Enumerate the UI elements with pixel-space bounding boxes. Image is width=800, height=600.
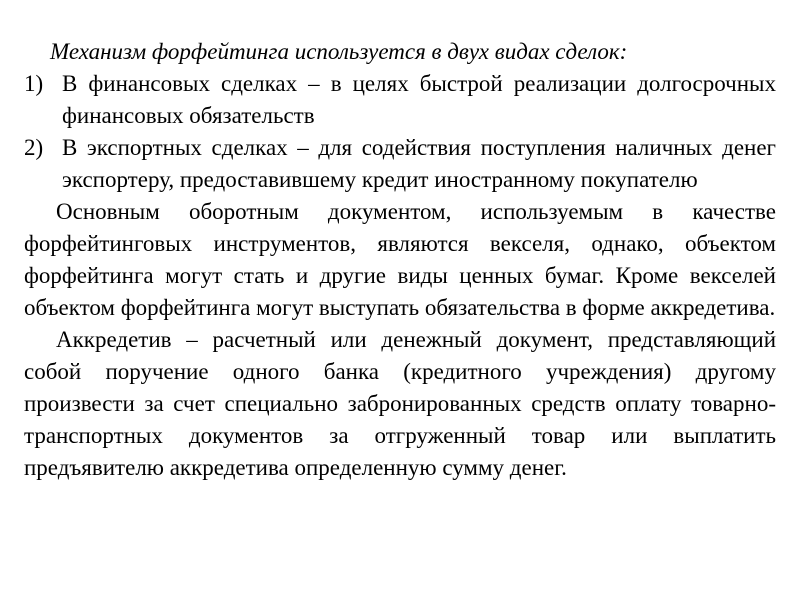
paragraph-documents: Основным оборотным документом, используемым в качестве форфейтинговых инструментов, являются векселя, однако, объектом форфейтинга могут стать и другие виды ценных бумаг. Кроме векселей объектом форфейтинга могут выступать обязательства в форме аккредетива. <box>24 199 776 320</box>
list-item-number: 1) <box>24 71 44 96</box>
list-item-1 <box>24 68 776 132</box>
list-item-2 <box>24 132 776 196</box>
list-item-text: В финансовых сделках – в целях быстрой реализации долгосрочных финансовых обязательств <box>62 71 776 128</box>
intro-heading: Механизм форфейтинга используется в двух видах сделок: <box>50 39 628 64</box>
list-item-number: 2) <box>24 135 44 160</box>
numbered-list <box>24 68 776 196</box>
list-item-text: В экспортных сделках – для содействия поступления наличных денег экспортеру, предоставившему кредит иностранному покупателю <box>62 135 776 192</box>
paragraph-letter-of-credit: Аккредетив – расчетный или денежный документ, представляющий собой поручение одного банка (кредитного учреждения) другому произвести за счет специально забронированных средств оплату товарно-транспортных документов за отгруженный товар или выплатить предъявителю аккредетива определенную сумму денег. <box>24 327 776 480</box>
